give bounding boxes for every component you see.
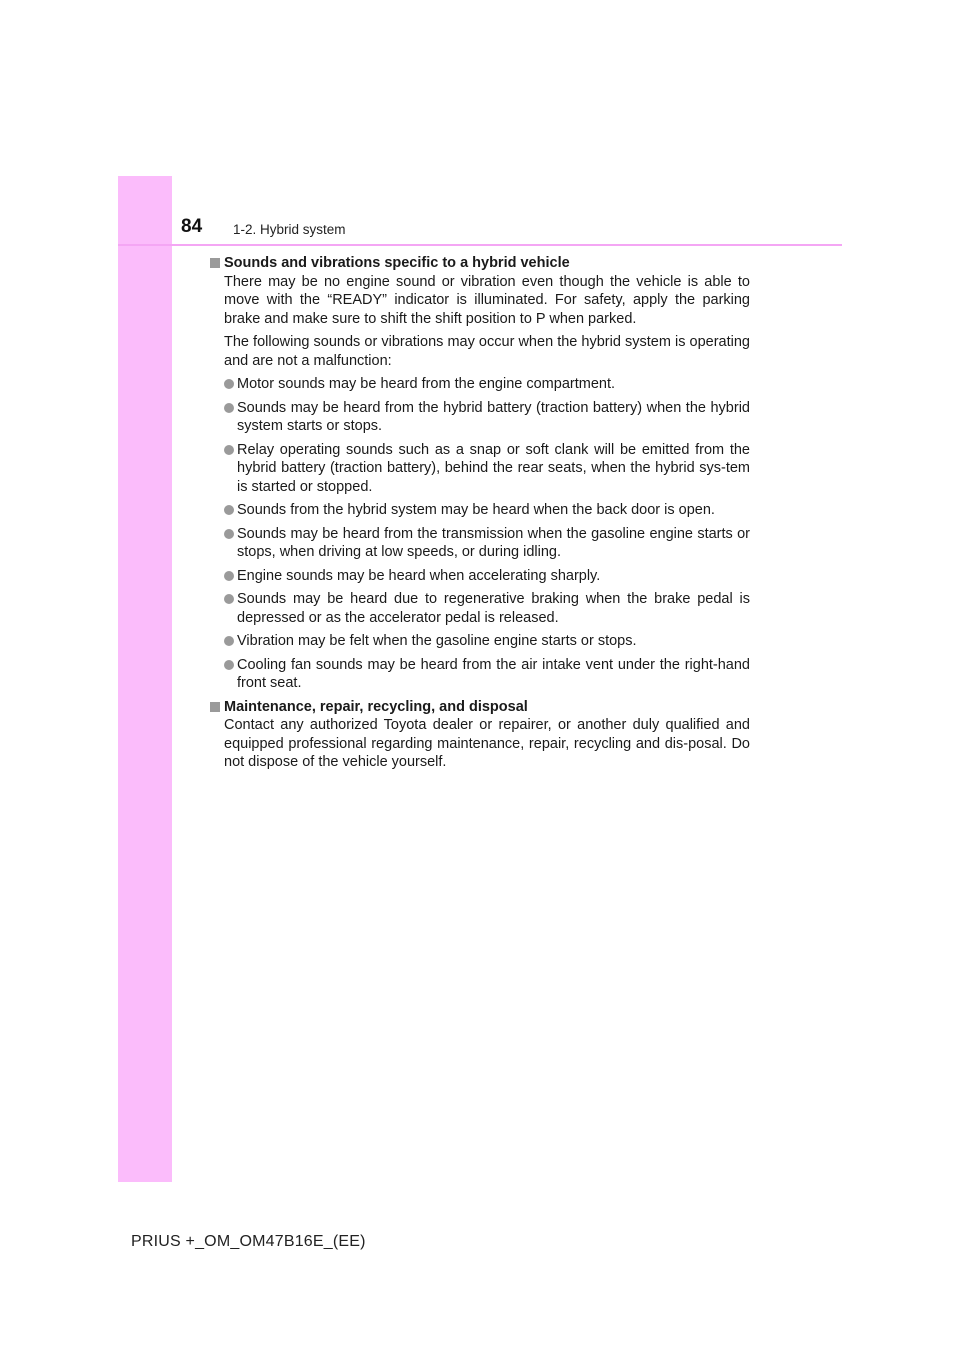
circle-bullet-icon — [224, 403, 234, 413]
list-item-text: Cooling fan sounds may be heard from the air intake vent under the right-hand front seat. — [237, 656, 750, 691]
square-bullet-icon — [210, 258, 220, 268]
list-item — [224, 501, 750, 520]
circle-bullet-icon — [224, 636, 234, 646]
list-item — [224, 590, 750, 627]
list-item — [224, 567, 750, 586]
list-item-text: Relay operating sounds such as a snap or soft clank will be emitted from the hybrid battery (traction battery), behind the rear seats, when the hybrid sys-tem is started or stopped. — [237, 441, 750, 495]
list-item — [224, 375, 750, 394]
circle-bullet-icon — [224, 529, 234, 539]
list-item-text: Sounds may be heard from the hybrid battery (traction battery) when the hybrid system starts or stops. — [237, 399, 750, 434]
paragraph: The following sounds or vibrations may occur when the hybrid system is operating and are not a malfunction: — [224, 334, 750, 369]
list-item — [224, 399, 750, 436]
page-content — [210, 254, 750, 777]
list-item — [224, 441, 750, 497]
section-heading-sounds — [210, 254, 750, 273]
circle-bullet-icon — [224, 445, 234, 455]
list-item — [224, 525, 750, 562]
circle-bullet-icon — [224, 571, 234, 581]
list-item-text: Motor sounds may be heard from the engine compartment. — [237, 376, 615, 392]
paragraph: Contact any authorized Toyota dealer or repairer, or another duly qualified and equipped professional regarding maintenance, repair, recycling and dis-posal. Do not dispose of the vehicle yourself. — [224, 717, 750, 770]
section-title: 1-2. Hybrid system — [233, 222, 346, 237]
list-item-text: Engine sounds may be heard when accelerating sharply. — [237, 567, 601, 584]
square-bullet-icon — [210, 702, 220, 712]
circle-bullet-icon — [224, 505, 234, 515]
list-item-text: Vibration may be felt when the gasoline engine starts or stops. — [237, 633, 637, 649]
circle-bullet-icon — [224, 379, 234, 389]
list-item-text: Sounds may be heard from the transmission when the gasoline engine starts or stops, when driving at low speeds, or during idling. — [237, 525, 750, 560]
heading-text: Sounds and vibrations specific to a hybrid vehicle — [224, 255, 570, 271]
circle-bullet-icon — [224, 660, 234, 670]
page-number: 84 — [181, 216, 203, 237]
list-item-text: Sounds may be heard due to regenerative braking when the brake pedal is depressed or as the accelerator pedal is released. — [237, 591, 750, 626]
list-item — [224, 632, 750, 651]
bullet-list — [224, 375, 750, 693]
heading-text: Maintenance, repair, recycling, and disposal — [224, 698, 528, 715]
header-divider — [118, 244, 842, 246]
paragraph: There may be no engine sound or vibration even though the vehicle is able to move with the “READY” indicator is illuminated. For safety, apply the parking brake and make sure to shift the shift position to P when parked. — [224, 273, 750, 327]
section-heading-maintenance — [210, 698, 750, 717]
circle-bullet-icon — [224, 594, 234, 604]
list-item-text: Sounds from the hybrid system may be heard when the back door is open. — [237, 502, 715, 518]
side-color-band — [118, 176, 172, 1182]
list-item — [224, 656, 750, 693]
document-code: PRIUS +_OM_OM47B16E_(EE) — [131, 1233, 366, 1250]
